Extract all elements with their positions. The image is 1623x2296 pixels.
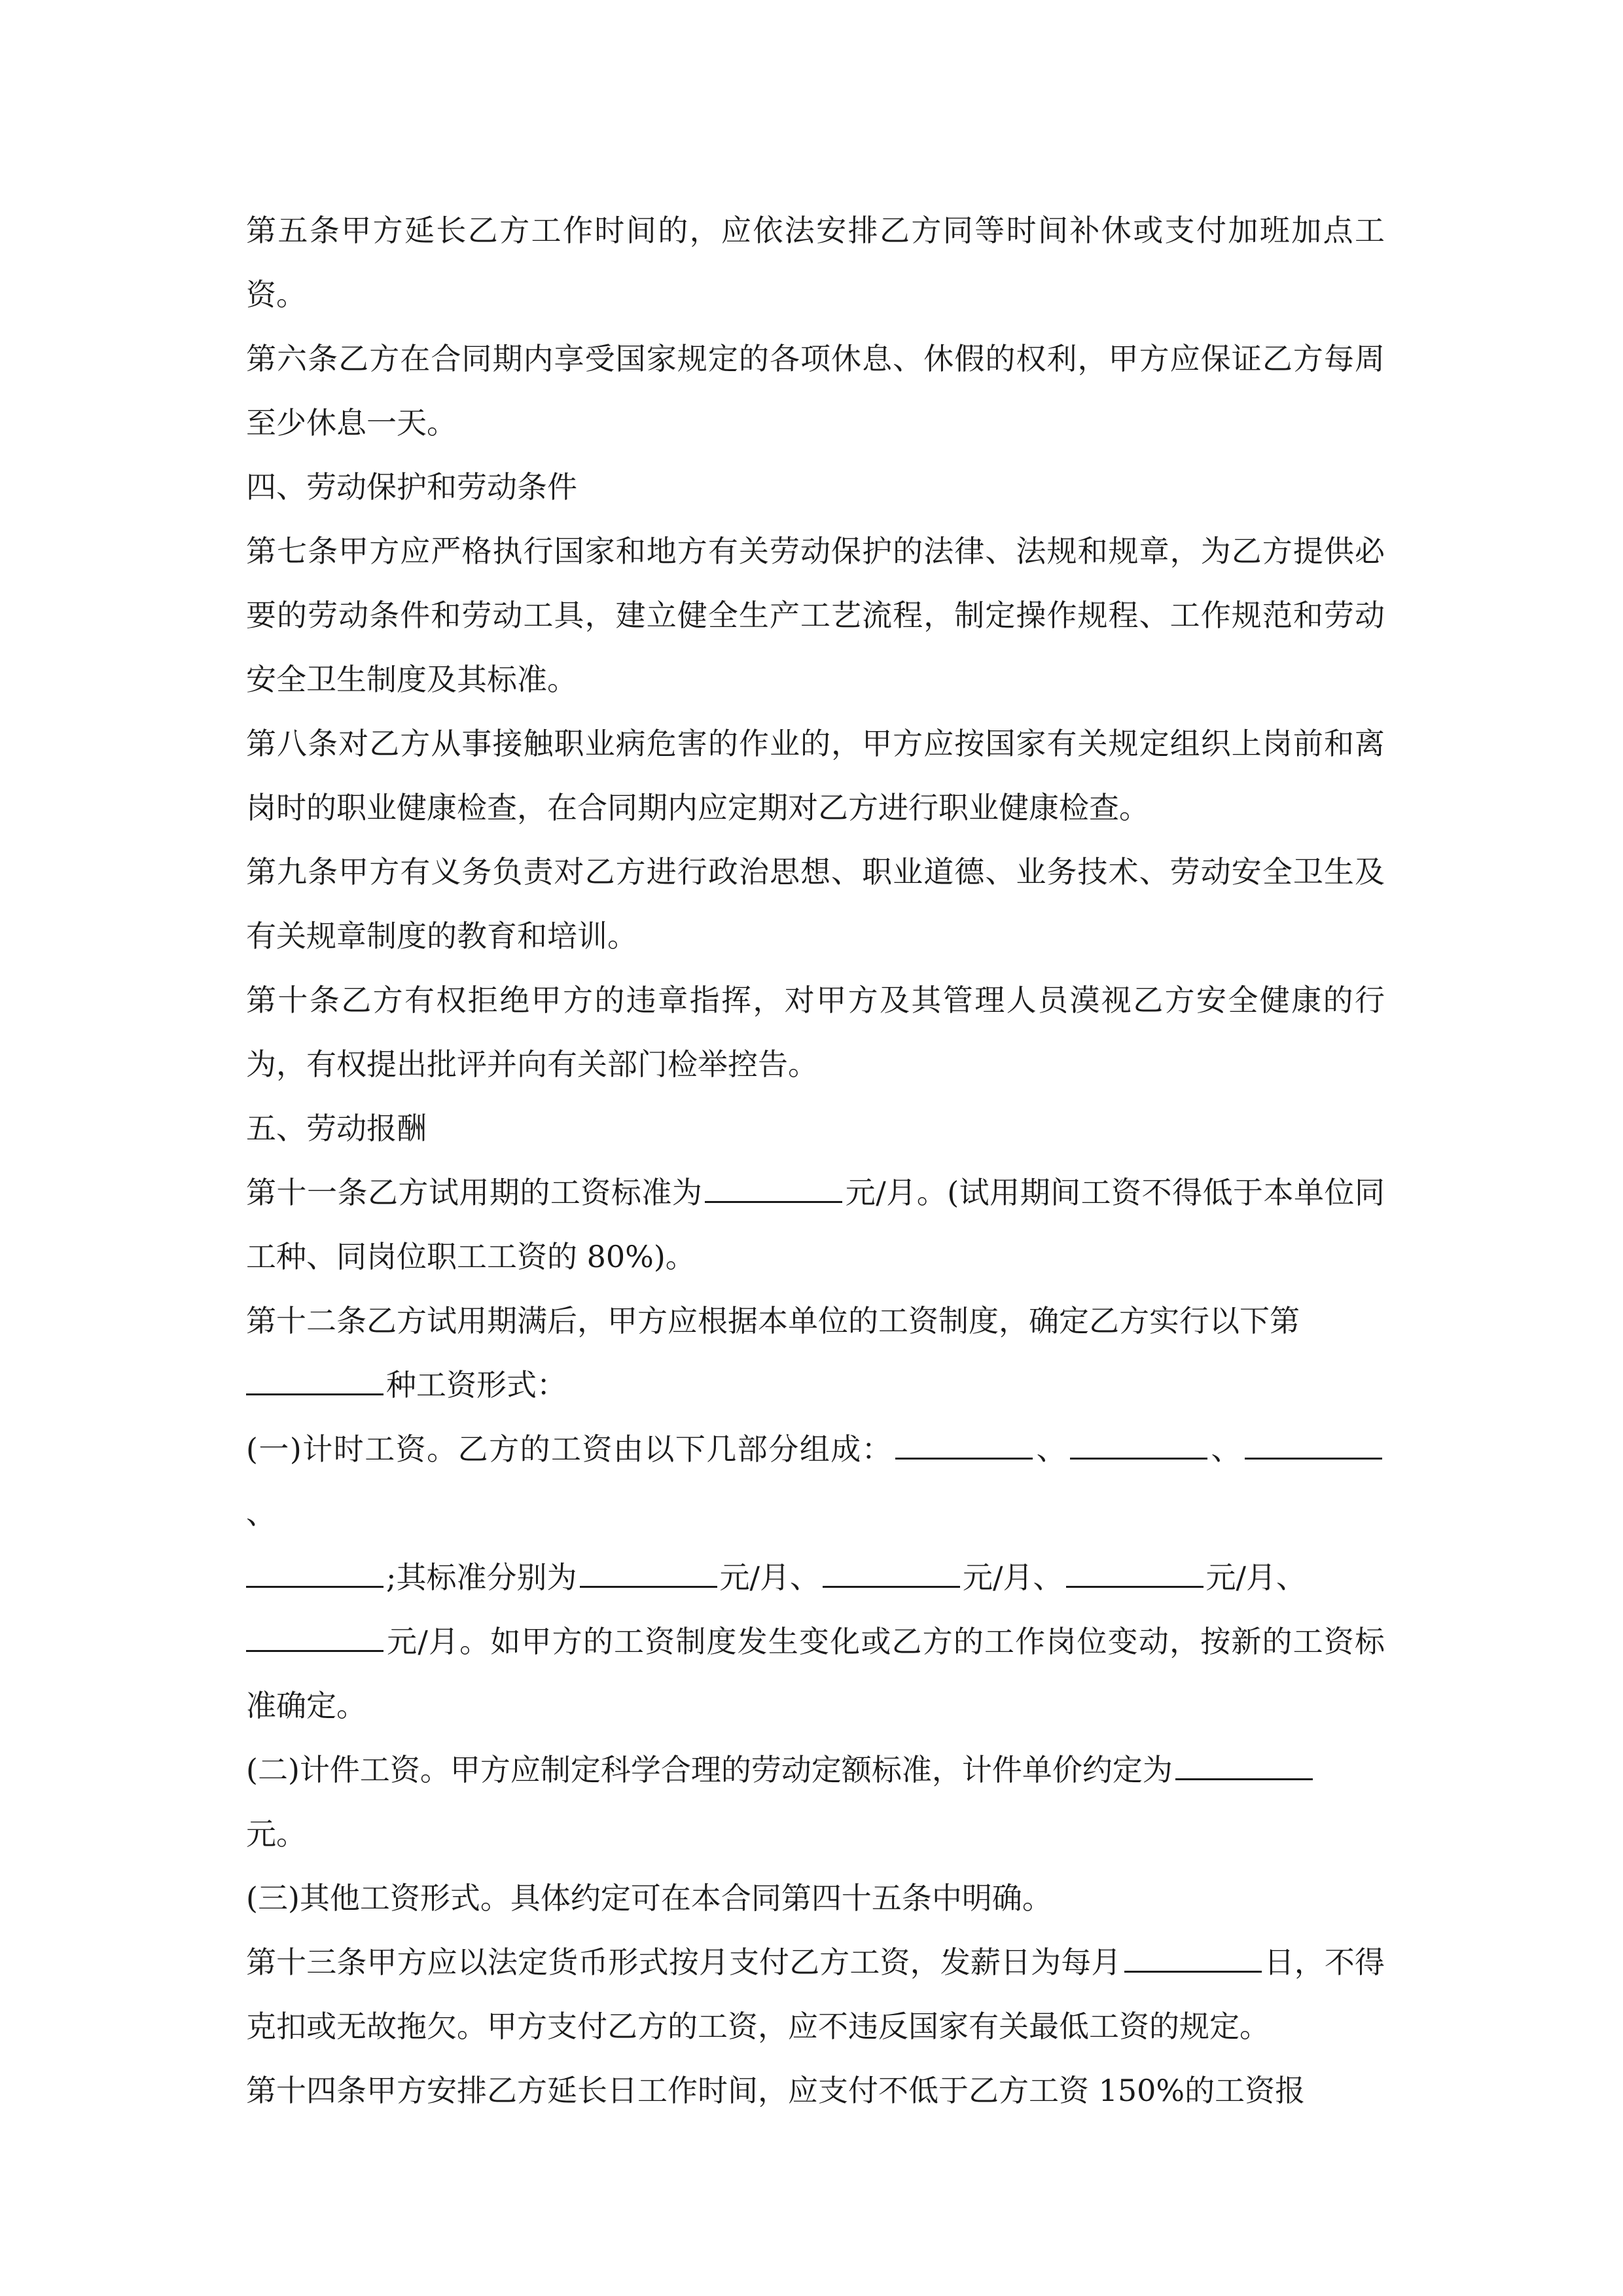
section-heading-5: 五、劳动报酬 — [246, 1111, 427, 1146]
article-7: 第七条甲方应严格执行国家和地方有关劳动保护的法律、法规和规章，为乙方提供必要的劳动条件和劳动工具，建立健全生产工艺流程，制定操作规程、工作规范和劳动安全卫生制度及其标准。 — [246, 533, 1385, 697]
article-9: 第九条甲方有义务负责对乙方进行政治思想、职业道德、业务技术、劳动安全卫生及有关规章制度的教育和培训。 — [246, 854, 1385, 954]
article-14: 第十四条甲方安排乙方延长日工作时间，应支付不低于乙方工资 150%的工资报 — [246, 2073, 1306, 2108]
fill-blank-standard-2[interactable] — [823, 1556, 960, 1588]
article-13 — [246, 1930, 1385, 2058]
fill-blank-component-4[interactable] — [246, 1556, 383, 1588]
fill-blank-standard-4[interactable] — [246, 1620, 383, 1652]
fill-blank-component-1[interactable] — [895, 1427, 1033, 1460]
fill-blank-standard-1[interactable] — [580, 1556, 717, 1588]
article-5: 第五条甲方延长乙方工作时间的，应依法安排乙方同等时间补休或支付加班加点工资。 — [246, 213, 1385, 312]
article-12-text-a: 第十二条乙方试用期满后，甲方应根据本单位的工资制度，确定乙方实行以下第 — [246, 1303, 1300, 1338]
contract-body — [246, 198, 1385, 2123]
wage-item-1-text-a: (一)计时工资。乙方的工资由以下几部分组成： — [246, 1431, 893, 1467]
wage-item-2-text-b: 元。 — [246, 1816, 306, 1852]
separator: 、 — [246, 1496, 276, 1531]
article-10: 第十条乙方有权拒绝甲方的违章指挥，对甲方及其管理人员漠视乙方安全健康的行为，有权提出批评并向有关部门检举控告。 — [246, 982, 1385, 1082]
unit-text: 元/月、 — [1205, 1560, 1306, 1595]
wage-item-3: (三)其他工资形式。具体约定可在本合同第四十五条中明确。 — [246, 1880, 1052, 1916]
section-heading-4: 四、劳动保护和劳动条件 — [246, 469, 577, 505]
article-12 — [246, 1289, 1385, 1417]
article-11-text-a: 第十一条乙方试用期的工资标准为 — [246, 1175, 703, 1210]
fill-blank-component-2[interactable] — [1070, 1427, 1207, 1460]
fill-blank-component-3[interactable] — [1245, 1427, 1382, 1460]
article-11-text-b: 元/月。(试用期间工资不得低于本单位同工种、同岗位职工工资的 80%)。 — [246, 1175, 1385, 1274]
fill-blank-probation-wage[interactable] — [705, 1171, 842, 1203]
article-11 — [246, 1160, 1385, 1289]
wage-item-1-text-c: 元/月。如甲方的工资制度发生变化或乙方的工作岗位变动，按新的工资标准确定。 — [246, 1624, 1385, 1723]
separator: 、 — [1210, 1431, 1243, 1467]
fill-blank-standard-3[interactable] — [1066, 1556, 1204, 1588]
unit-text: 元/月、 — [963, 1560, 1063, 1595]
separator: 、 — [1035, 1431, 1068, 1467]
article-8: 第八条对乙方从事接触职业病危害的作业的，甲方应按国家有关规定组织上岗前和离岗时的职业健康检查，在合同期内应定期对乙方进行职业健康检查。 — [246, 726, 1385, 825]
wage-item-1 — [246, 1417, 1385, 1738]
wage-item-2-text-a: (二)计件工资。甲方应制定科学合理的劳动定额标准，计件单价约定为 — [246, 1752, 1173, 1787]
article-13-text-a: 第十三条甲方应以法定货币形式按月支付乙方工资，发薪日为每月 — [246, 1945, 1122, 1980]
wage-item-1-text-b: ;其标准分别为 — [386, 1560, 577, 1595]
article-12-text-b: 种工资形式： — [386, 1367, 567, 1403]
fill-blank-piece-rate[interactable] — [1175, 1748, 1313, 1780]
wage-item-2 — [246, 1738, 1385, 1866]
article-6: 第六条乙方在合同期内享受国家规定的各项休息、休假的权利，甲方应保证乙方每周至少休息一天。 — [246, 341, 1385, 440]
fill-blank-wage-form[interactable] — [246, 1363, 383, 1395]
article-13-text-b: 日，不得克扣或无故拖欠。甲方支付乙方的工资，应不违反国家有关最低工资的规定。 — [246, 1945, 1385, 2044]
unit-text: 元/月、 — [719, 1560, 820, 1595]
fill-blank-payday[interactable] — [1124, 1941, 1262, 1973]
